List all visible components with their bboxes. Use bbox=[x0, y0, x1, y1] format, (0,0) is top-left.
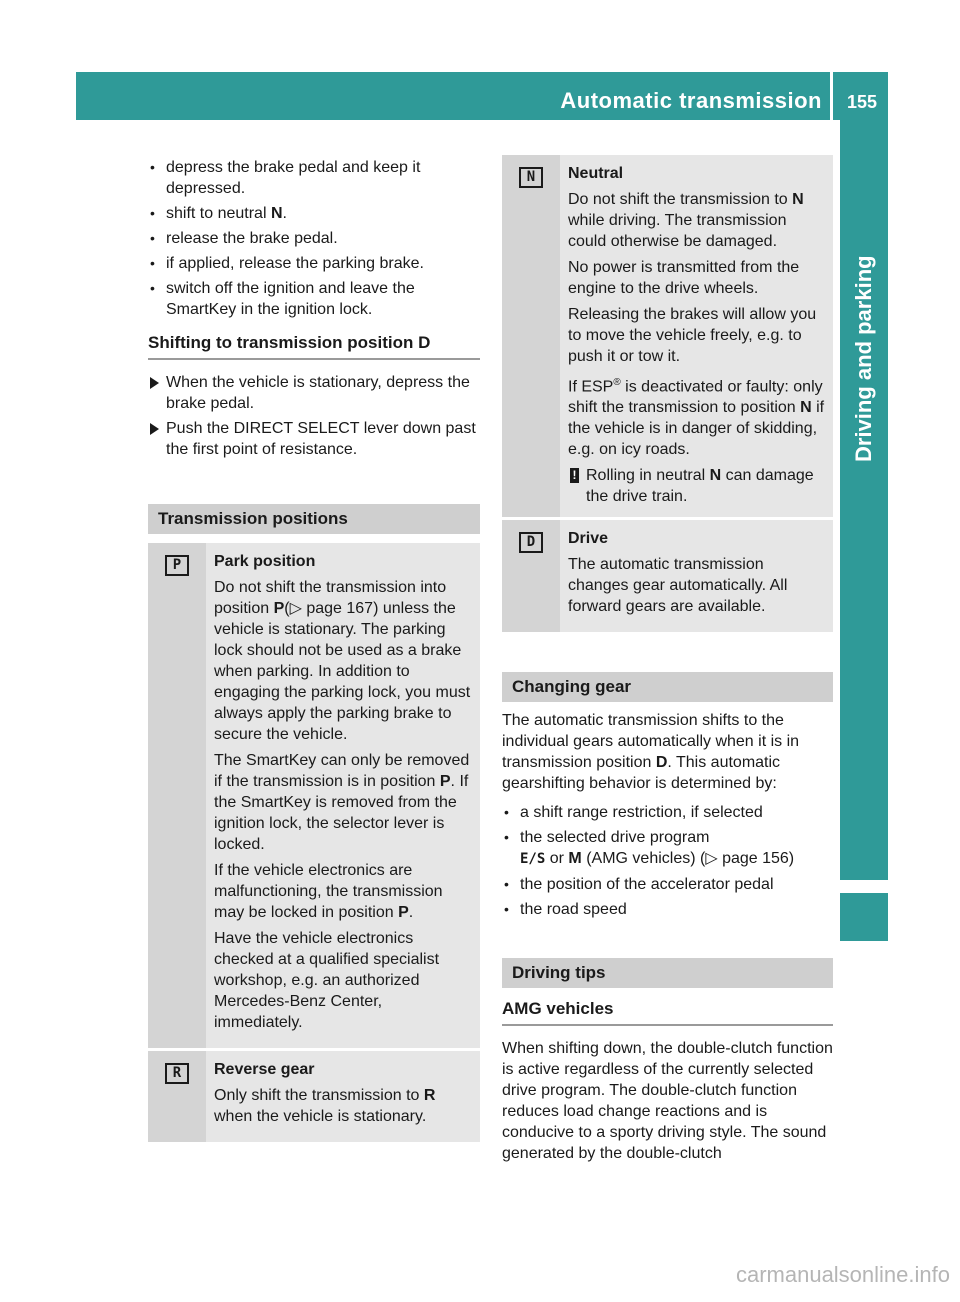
side-tab-label: Driving and parking bbox=[851, 255, 876, 462]
header-divider bbox=[830, 72, 833, 120]
reverse-paragraph: Only shift the transmission to R when the vehicle is stationary. bbox=[214, 1087, 436, 1125]
table-row bbox=[148, 1050, 480, 1143]
reverse-gear-icon: R bbox=[165, 1063, 189, 1084]
step-item: When the vehicle is stationary, depress the brake pedal. bbox=[148, 372, 480, 414]
table-row bbox=[502, 519, 833, 633]
park-paragraph: If the vehicle electronics are malfunctioning, the transmission may be locked in position P. bbox=[214, 862, 443, 921]
section-title-changing-gear: Changing gear bbox=[502, 672, 833, 702]
table-row bbox=[148, 543, 480, 1050]
neutral-title: Neutral bbox=[568, 165, 624, 182]
positions-table-left bbox=[148, 543, 480, 1142]
driving-tips-paragraph: When shifting down, the double-clutch function is active regardless of the currently selected drive program. The double-clutch function reduces load change reactions and is conducive to a sporty driving style. The sound generated by the double-clutch bbox=[502, 1040, 833, 1163]
page-title: Automatic transmission bbox=[560, 88, 822, 113]
watermark: carmanualsonline.info bbox=[735, 1262, 950, 1287]
list-item: • switch off the ignition and leave the SmartKey in the ignition lock. bbox=[148, 278, 480, 320]
table-row bbox=[502, 155, 833, 519]
section-title-driving-tips: Driving tips bbox=[502, 958, 833, 988]
changing-gear-intro: The automatic transmission shifts to the individual gears automatically when it is in transmission position D. This automatic gearshifting behavior is determined by: bbox=[502, 712, 800, 793]
park-title: Park position bbox=[214, 553, 316, 570]
neutral-position-icon: N bbox=[519, 167, 543, 188]
neutral-paragraph: Do not shift the transmission to N while driving. The transmission could otherwise be damaged. bbox=[568, 191, 804, 250]
park-position-icon: P bbox=[165, 555, 189, 576]
page-number: 155 bbox=[846, 92, 878, 112]
neutral-paragraph: No power is transmitted from the engine to the drive wheels. bbox=[568, 259, 800, 297]
left-column bbox=[148, 157, 480, 1142]
list-item: • a shift range restriction, if selected bbox=[502, 802, 833, 823]
list-item: • the road speed bbox=[502, 899, 833, 920]
drive-title: Drive bbox=[568, 530, 609, 548]
drive-paragraph: The automatic transmission changes gear automatically. All forward gears are available. bbox=[568, 556, 788, 616]
warning-icon: ! bbox=[570, 468, 579, 483]
header-bar bbox=[76, 72, 888, 120]
section-title-transmission-positions: Transmission positions bbox=[148, 504, 480, 534]
step-item: Push the DIRECT SELECT lever down past the first point of resistance. bbox=[148, 418, 480, 460]
list-item: • the selected drive program E/S or M (AMG vehicles) (▷ page 156) bbox=[502, 827, 833, 870]
positions-table-right bbox=[502, 155, 833, 632]
page-reference: (▷ page 167) bbox=[284, 600, 379, 617]
park-paragraph: Have the vehicle electronics checked at a qualified specialist workshop, e.g. an authorized Mercedes-Benz Center, immediately. bbox=[214, 930, 440, 1031]
side-marker bbox=[840, 893, 888, 941]
warning-note: ! Rolling in neutral N can damage the drive train. bbox=[568, 465, 825, 507]
list-item: • release the brake pedal. bbox=[148, 228, 480, 249]
park-paragraph: The SmartKey can only be removed if the transmission is in position P. If the SmartKey is removed from the ignition lock, the selector lever is locked. bbox=[214, 752, 470, 853]
list-item: • the position of the accelerator pedal bbox=[502, 874, 833, 895]
list-item: • depress the brake pedal and keep it depressed. bbox=[148, 157, 480, 199]
subheading-shifting-d: Shifting to transmission position D bbox=[148, 332, 480, 360]
neutral-paragraph: Releasing the brakes will allow you to move the vehicle freely, e.g. to push it or tow it. bbox=[568, 306, 817, 365]
drive-position-icon: D bbox=[519, 532, 543, 553]
list-item: • shift to neutral N. bbox=[148, 203, 480, 224]
park-paragraph: Do not shift the transmission into position P(▷ page 167) unless the vehicle is stationary. The parking lock should not be used as a brake when parking. In addition to engaging the parking lock, you must always apply the parking brake to secure the vehicle. bbox=[214, 579, 471, 743]
neutral-paragraph: If ESP® is deactivated or faulty: only shift the transmission to position N if the vehicle is in danger of skidding, e.g. on icy roads. bbox=[568, 377, 825, 459]
reverse-title: Reverse gear bbox=[214, 1061, 315, 1078]
subheading-amg-vehicles: AMG vehicles bbox=[502, 998, 833, 1026]
right-column bbox=[502, 155, 833, 1164]
list-item: • if applied, release the parking brake. bbox=[148, 253, 480, 274]
